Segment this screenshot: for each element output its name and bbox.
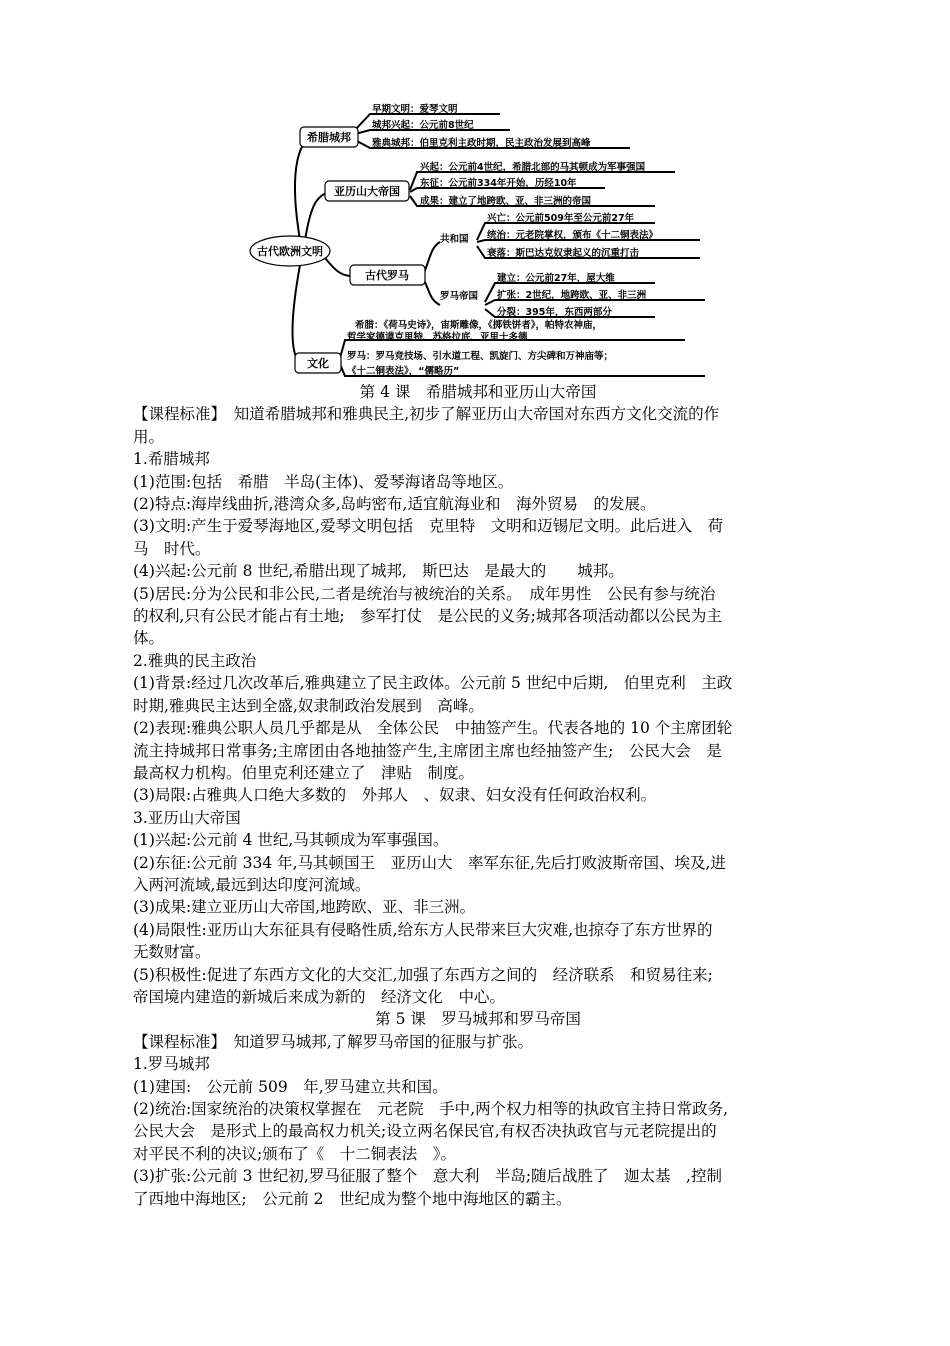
culture-label: 文化 — [307, 357, 329, 370]
alexander-label: 亚历山大帝国 — [334, 185, 400, 198]
section-heading: 3.亚历山大帝国 — [133, 808, 241, 827]
text-line: 入两河流域,最远到达印度河流域。 — [133, 875, 371, 894]
text-line: (4)兴起:公元前 8 世纪,希腊出现了城邦, 斯巴达 是最大的 城邦。 — [133, 562, 624, 581]
lesson-4-title: 第 4 课 希腊城邦和亚历山大帝国 — [359, 383, 597, 401]
culture-roman-line: 《十二铜表法》，“儒略历” — [347, 366, 460, 377]
text-line: 流主持城邦日常事务;主席团由各地抽签产生,主席团主席也经抽签产生; 公民大会 是 — [133, 741, 722, 760]
republic-item: 统治：元老院掌权，颁布《十二铜表法》 — [487, 230, 659, 241]
curriculum-standard: 【课程标准】 知道希腊城邦和雅典民主,初步了解亚历山大帝国对东西方文化交流的作 — [133, 405, 720, 424]
text-line: (2)表现:雅典公职人员几乎都是从 全体公民 中抽签产生。代表各地的 10 个主席团轮 — [133, 719, 733, 738]
text-line: 了西地中海地区; 公元前 2 世纪成为整个地中海地区的霸主。 — [133, 1189, 572, 1208]
text-line: 的权利,只有公民才能占有土地; 参军打仗 是公民的义务;城邦各项活动都以公民为主 — [133, 607, 722, 626]
text-line: 无数财富。 — [133, 943, 211, 962]
culture-roman-line: 罗马：罗马竞技场、引水道工程、凯旋门、方尖碑和万神庙等； — [347, 351, 614, 362]
mind-map — [245, 100, 715, 385]
greece-item: 早期文明：爱琴文明 — [372, 104, 458, 115]
text-line: (2)东征:公元前 334 年,马其顿国王 亚历山大 率军东征,先后打败波斯帝国、埃及,进 — [133, 853, 726, 872]
greece-item: 雅典城邦：伯里克利主政时期，民主政治发展到高峰 — [372, 138, 591, 149]
alexander-item: 成果：建立了地跨欧、亚、非三洲的帝国 — [420, 196, 592, 207]
text-line: 公民大会 是形式上的最高权力机关;设立两名保民官,有权否决执政官与元老院提出的 — [133, 1122, 717, 1141]
text-line: (1)范围:包括 希腊 半岛(主体)、爱琴海诸岛等地区。 — [133, 472, 514, 491]
text-line: (3)文明:产生于爱琴海地区,爱琴文明包括 克里特 文明和迈锡尼文明。此后进入 荷 — [133, 517, 724, 536]
branch-line-greece — [295, 136, 315, 240]
text-line: (2)统治:国家统治的决策权掌握在 元老院 手中,两个权力相等的执政官主持日常政务, — [133, 1100, 729, 1118]
alexander-item: 东征：公元前334年开始，历经10年 — [420, 178, 577, 189]
section-heading: 1.罗马城邦 — [133, 1055, 210, 1074]
section-heading: 1.希腊城邦 — [133, 450, 210, 469]
text-line: 体。 — [133, 629, 165, 648]
text-line: 最高权力机构。伯里克利还建立了 津贴 制度。 — [133, 763, 475, 782]
branch-line-rome — [325, 258, 350, 276]
republic-item: 衰落：斯巴达克奴隶起义的沉重打击 — [487, 248, 640, 259]
rome-label: 古代罗马 — [365, 269, 409, 282]
curriculum-standard: 【课程标准】 知道罗马城邦,了解罗马帝国的征服与扩张。 — [133, 1032, 534, 1051]
greece-item: 城邦兴起：公元前8世纪 — [372, 120, 474, 131]
text-line: 用。 — [133, 427, 165, 446]
text-line: (3)局限:占雅典人口绝大多数的 外邦人 、奴隶、妇女没有任何政治权利。 — [133, 786, 657, 805]
empire-item: 分裂：395年，东西两部分 — [497, 307, 612, 318]
culture-greek-line: 哲学家德谟克里特、苏格拉底、亚里士多德 — [347, 332, 528, 343]
text-line: (1)建国: 公元前 509 年,罗马建立共和国。 — [133, 1077, 448, 1096]
text-line: 时期,雅典民主达到全盛,奴隶制政治发展到 高峰。 — [133, 696, 484, 715]
empire-label: 罗马帝国 — [440, 291, 479, 302]
text-line: 对平民不利的决议;颁布了《 十二铜表法 》。 — [133, 1144, 456, 1163]
text-line: (1)背景:经过几次改革后,雅典建立了民主政体。公元前 5 世纪中后期, 伯里克利 主政 — [133, 674, 733, 693]
text-line: (5)积极性:促进了东西方文化的大交汇,加强了东西方之间的 经济联系 和贸易往来; — [133, 965, 713, 984]
empire-item: 扩张：2世纪，地跨欧、亚、非三洲 — [497, 290, 647, 301]
text-line: 帝国境内建造的新城后来成为新的 经济文化 中心。 — [133, 987, 506, 1006]
section-heading: 2.雅典的民主政治 — [133, 651, 257, 670]
text-line: 马 时代。 — [133, 539, 211, 558]
document-body — [133, 381, 823, 1210]
branch-line-culture — [293, 265, 301, 362]
empire-item: 建立：公元前27年，屋大维 — [497, 273, 615, 284]
alexander-item: 兴起：公元前4世纪，希腊北部的马其顿成为军事强国 — [420, 162, 646, 173]
root-label: 古代欧洲文明 — [257, 245, 323, 258]
lesson-5-title: 第 5 课 罗马城邦和罗马帝国 — [375, 1010, 581, 1029]
text-line: (3)扩张:公元前 3 世纪初,罗马征服了整个 意大利 半岛;随后战胜了 迦太基 ,控制 — [133, 1167, 722, 1186]
greece-label: 希腊城邦 — [307, 131, 351, 144]
republic-label: 共和国 — [440, 234, 469, 245]
text-line: (2)特点:海岸线曲折,港湾众多,岛屿密布,适宜航海业和 海外贸易 的发展。 — [133, 495, 656, 514]
republic-item: 兴亡：公元前509年至公元前27年 — [487, 213, 635, 224]
culture-greek-line: 希腊：《荷马史诗》，宙斯雕像，《掷铁饼者》，帕特农神庙， — [355, 320, 603, 331]
text-line: (4)局限性:亚历山大东征具有侵略性质,给东方人民带来巨大灾难,也掠夺了东方世界的 — [133, 920, 713, 939]
text-line: (5)居民:分为公民和非公民,二者是统治与被统治的关系。 成年男性 公民有参与统治 — [133, 584, 716, 603]
text-line: (1)兴起:公元前 4 世纪,马其顿成为军事强国。 — [133, 831, 449, 850]
text-line: (3)成果:建立亚历山大帝国,地跨欧、亚、非三洲。 — [133, 898, 476, 917]
